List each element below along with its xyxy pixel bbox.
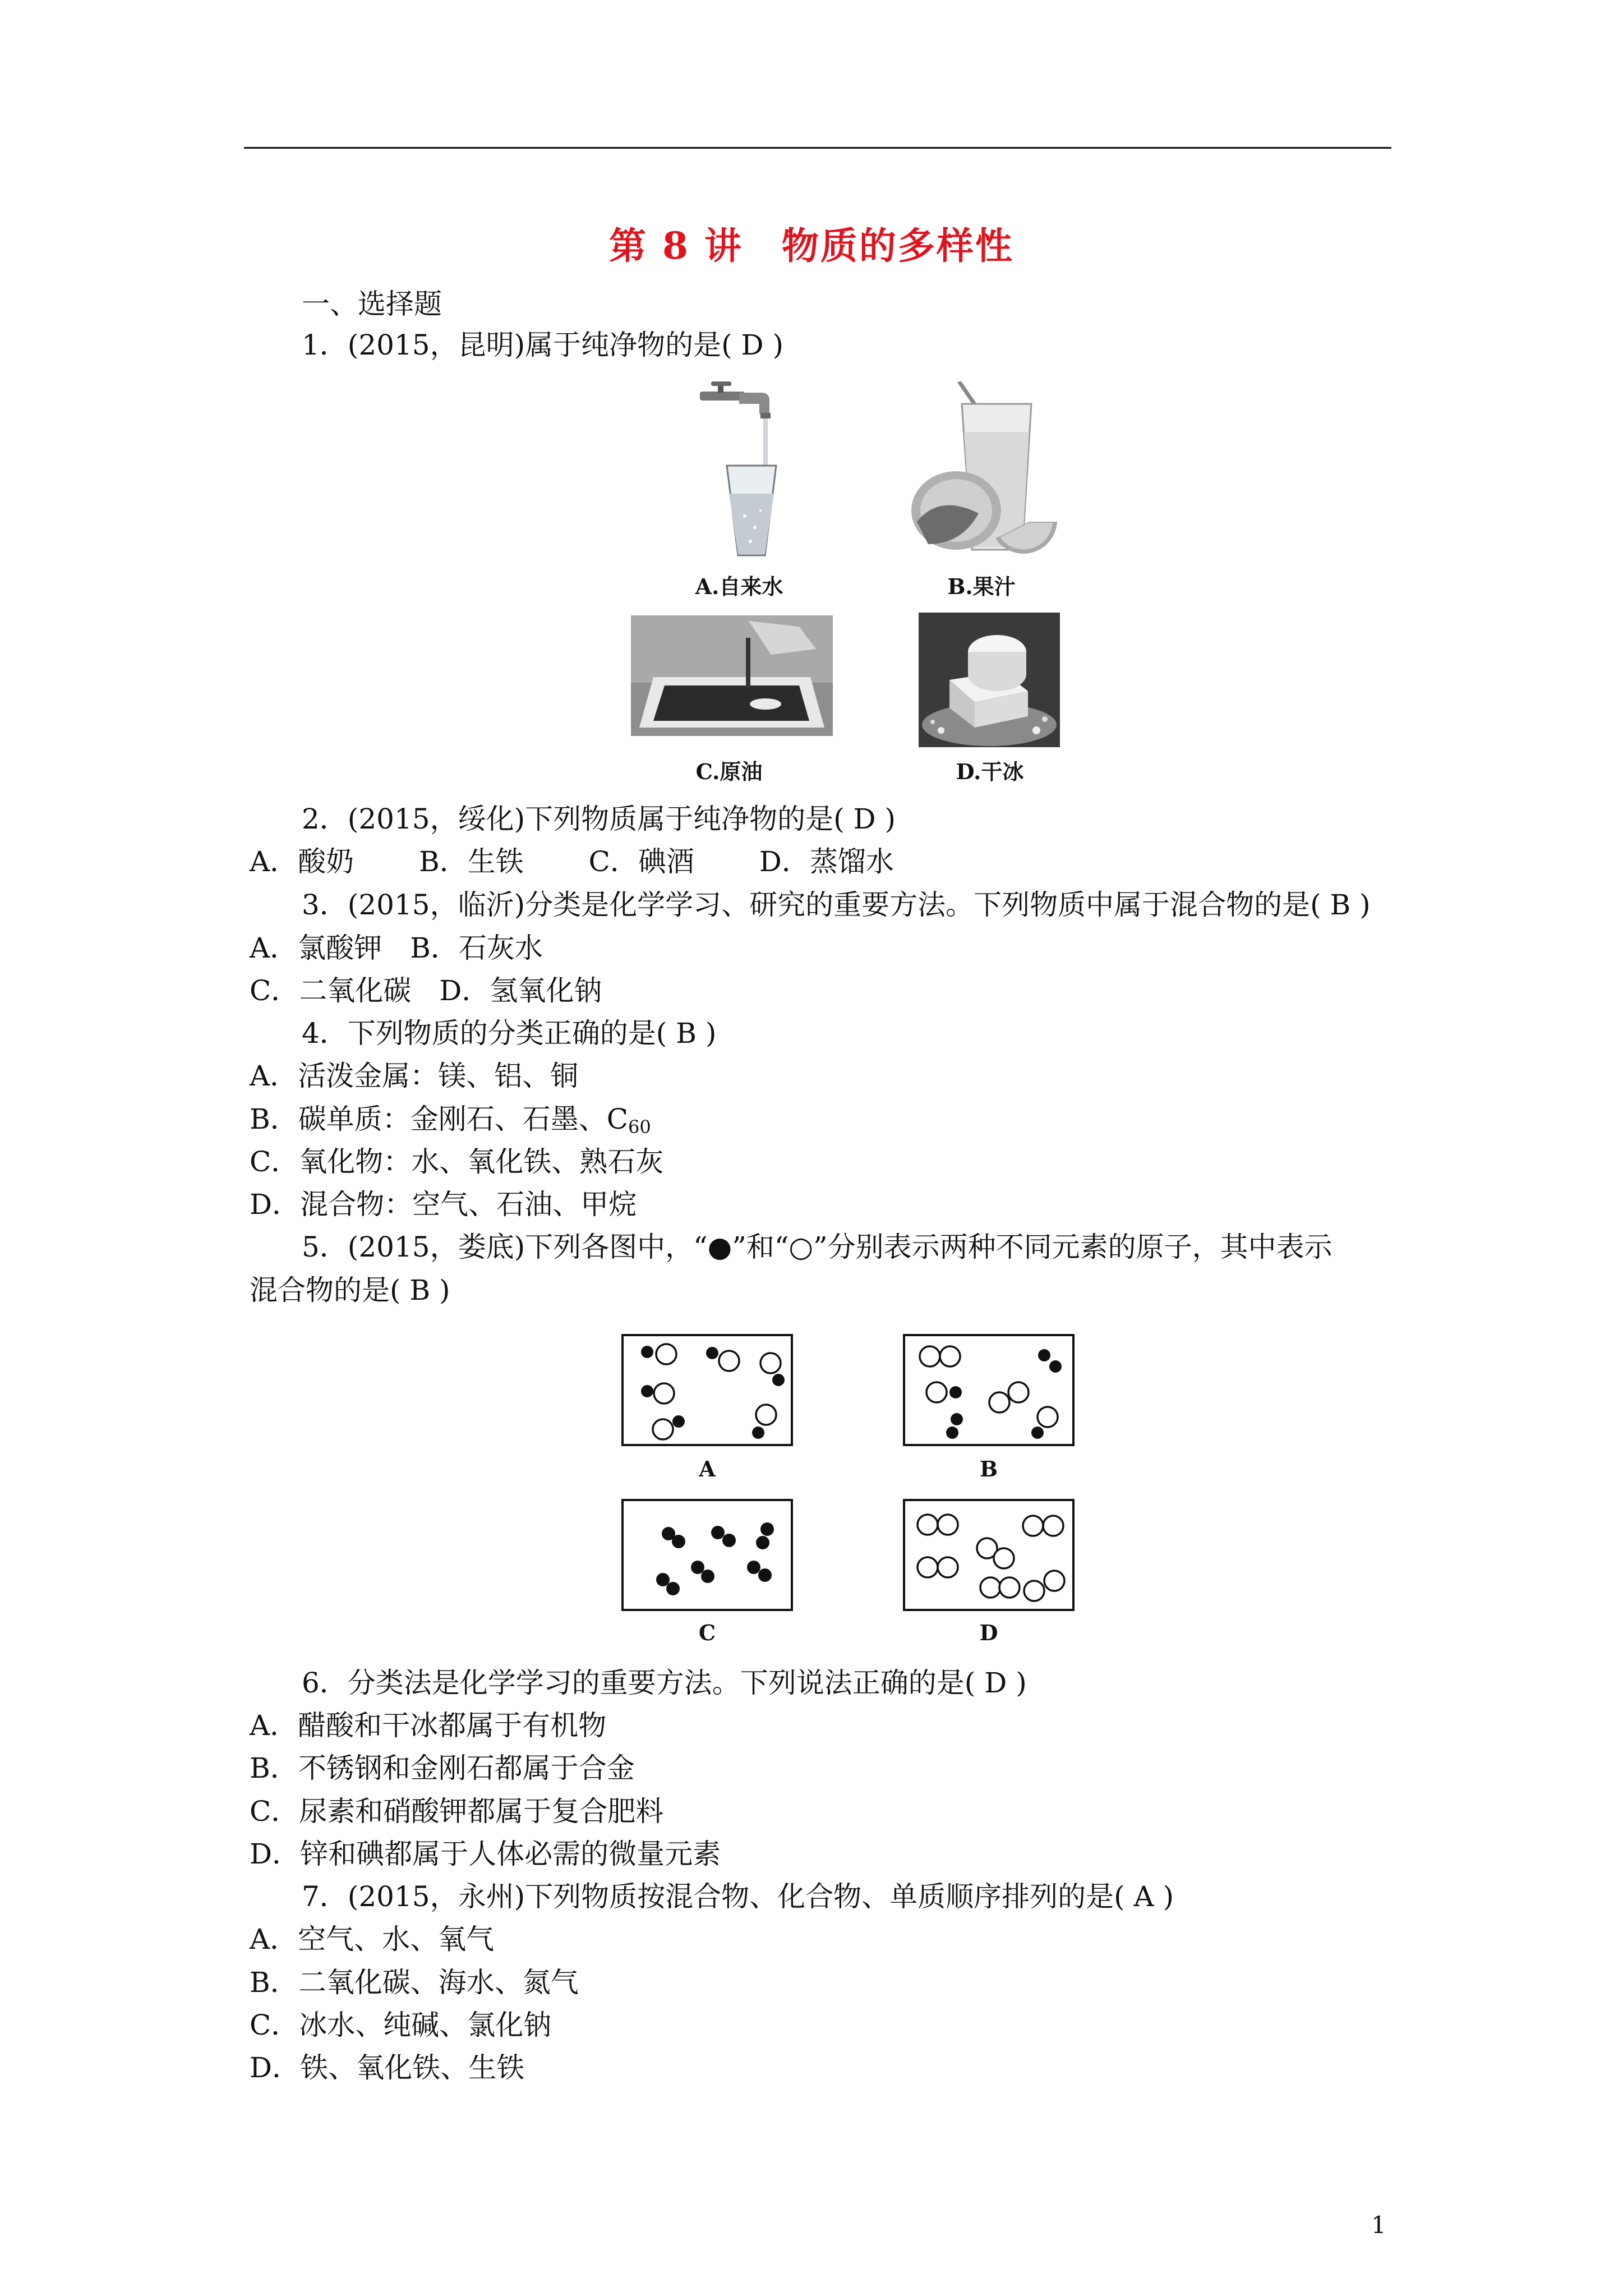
question-6-option-c: C．尿素和硝酸钾都属于复合肥料 bbox=[250, 1795, 664, 1828]
question-3-options-line2: C．二氧化碳 D．氢氧化钠 bbox=[250, 974, 602, 1007]
header-rule bbox=[244, 147, 1391, 149]
question-4-option-d: D．混合物：空气、石油、甲烷 bbox=[250, 1188, 637, 1221]
question-2-options: A．酸奶 B．生铁 C．碘酒 D．蒸馏水 bbox=[250, 845, 894, 878]
tap-water-picture bbox=[689, 381, 784, 561]
question-5-stem-line2: 混合物的是( B ) bbox=[250, 1274, 450, 1306]
page-number: 1 bbox=[1371, 2211, 1386, 2239]
q5-caption-c: C bbox=[698, 1620, 716, 1645]
question-3-options-line1: A．氯酸钾 B．石灰水 bbox=[250, 932, 543, 964]
q1-caption-d: D.干冰 bbox=[956, 759, 1024, 784]
question-1-stem: 1．(2015，昆明)属于纯净物的是( D ) bbox=[302, 329, 783, 361]
q1-caption-c: C.原油 bbox=[695, 759, 763, 784]
question-6-option-a: A．醋酸和干冰都属于有机物 bbox=[250, 1709, 607, 1742]
question-7-option-d: D．铁、氧化铁、生铁 bbox=[250, 2051, 525, 2084]
page-title: 第 8 讲 物质的多样性 bbox=[609, 224, 1014, 268]
q1-caption-a: A.自来水 bbox=[695, 574, 783, 599]
q1-caption-b: B.果汁 bbox=[947, 574, 1016, 599]
question-4-option-b: B．碳单质：金刚石、石墨、$C_{60}$ bbox=[250, 1103, 651, 1138]
molecule-box-d bbox=[903, 1499, 1075, 1611]
question-4-option-c: C．氧化物：水、氧化铁、熟石灰 bbox=[250, 1145, 664, 1178]
question-7-option-c: C．冰水、纯碱、氯化钠 bbox=[250, 2009, 552, 2041]
q5-caption-d: D bbox=[979, 1620, 998, 1645]
question-7-option-a: A．空气、水、氧气 bbox=[250, 1923, 495, 1955]
section-heading: 一、选择题 bbox=[302, 288, 442, 320]
crude-oil-picture bbox=[631, 615, 833, 736]
question-7-option-b: B．二氧化碳、海水、氮气 bbox=[250, 1966, 579, 1999]
question-6-option-b: B．不锈钢和金刚石都属于合金 bbox=[250, 1752, 635, 1784]
question-4-option-a: A．活泼金属：镁、铝、铜 bbox=[250, 1060, 579, 1092]
q5-caption-a: A bbox=[699, 1456, 716, 1481]
question-7-stem: 7．(2015，永州)下列物质按混合物、化合物、单质顺序排列的是( A ) bbox=[302, 1880, 1174, 1913]
dry-ice-picture bbox=[919, 613, 1060, 747]
question-6-stem: 6．分类法是化学学习的重要方法。下列说法正确的是( D ) bbox=[302, 1667, 1027, 1699]
q5-caption-b: B bbox=[979, 1456, 998, 1481]
molecule-box-b bbox=[903, 1334, 1075, 1446]
molecule-box-c bbox=[621, 1499, 793, 1611]
juice-picture bbox=[906, 381, 1057, 561]
molecule-box-a bbox=[621, 1334, 793, 1446]
question-6-option-d: D．锌和碘都属于人体必需的微量元素 bbox=[250, 1838, 721, 1870]
question-2-stem: 2．(2015，绥化)下列物质属于纯净物的是( D ) bbox=[302, 803, 896, 835]
question-5-stem-line1: 5．(2015，娄底)下列各图中，“●”和“○”分别表示两种不同元素的原子，其中表示 bbox=[302, 1231, 1332, 1263]
question-3-stem: 3．(2015，临沂)分类是化学学习、研究的重要方法。下列物质中属于混合物的是( B ) bbox=[302, 889, 1371, 921]
question-4-stem: 4．下列物质的分类正确的是( B ) bbox=[302, 1017, 717, 1050]
